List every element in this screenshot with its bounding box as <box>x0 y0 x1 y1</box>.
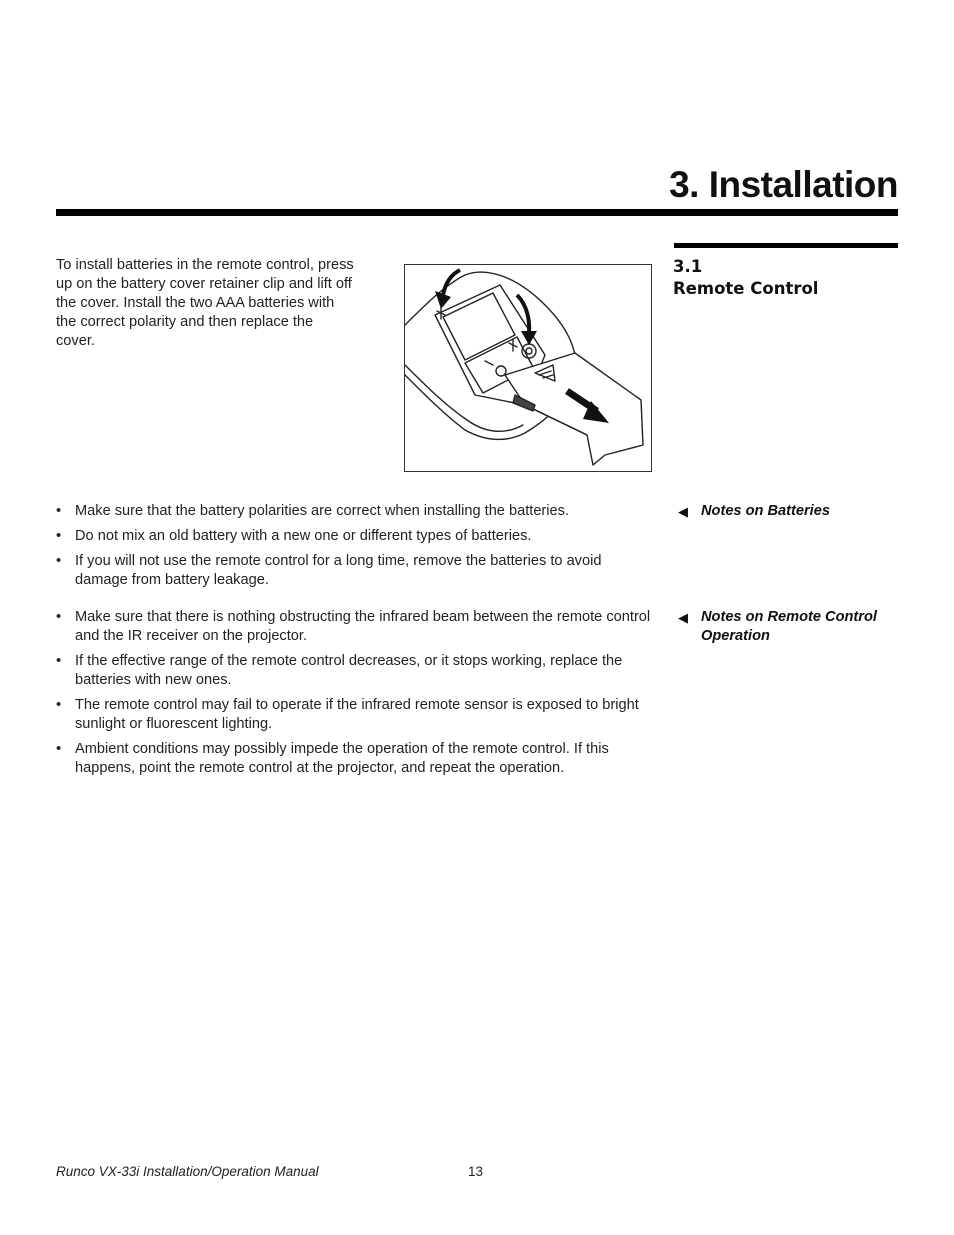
list-item-text: Ambient conditions may possibly impede the operation of the remote control. If this happens, point the remote control at the projector, and repeat the operation. <box>75 741 609 776</box>
intro-paragraph: To install batteries in the remote control, press up on the battery cover retainer clip and lift off the cover. Install the two AAA batteries with the correct polarity and then replace the cover. <box>56 257 354 349</box>
notes-batteries-list <box>56 502 656 596</box>
notes-operation-list <box>56 608 656 784</box>
bullet: • <box>56 697 62 713</box>
list-item <box>56 740 656 778</box>
bullet: • <box>56 741 62 757</box>
side-heading-label: Notes on Remote Control Operation <box>701 609 877 644</box>
chapter-rule <box>56 209 898 216</box>
bullet: • <box>56 653 62 669</box>
list-item-text: Do not mix an old battery with a new one or different types of batteries. <box>75 528 532 544</box>
notes-operation-heading <box>678 608 898 646</box>
footer-manual-title: Runco VX-33i Installation/Operation Manual <box>56 1164 319 1179</box>
list-item-text: Make sure that the battery polarities are correct when installing the batteries. <box>75 503 570 519</box>
section-number: 3.1 <box>673 257 703 276</box>
chapter-title: 3. Installation <box>669 164 898 205</box>
section-rule <box>674 243 898 248</box>
list-item <box>56 552 656 590</box>
remote-battery-illustration <box>404 264 652 472</box>
side-heading-label: Notes on Batteries <box>701 503 830 519</box>
bullet: • <box>56 609 62 625</box>
bullet: • <box>56 528 62 544</box>
notes-batteries-heading <box>678 502 898 521</box>
list-item <box>56 608 656 646</box>
section-heading <box>673 256 898 300</box>
section-title: Remote Control <box>673 279 819 298</box>
arrow-left-icon: ◀ <box>678 504 688 519</box>
footer-page-number: 13 <box>468 1164 484 1179</box>
list-item-text: If you will not use the remote control for a long time, remove the batteries to avoid damage from battery leakage. <box>75 553 602 588</box>
list-item <box>56 502 656 521</box>
bullet: • <box>56 503 62 519</box>
arrow-left-icon: ◀ <box>678 610 688 625</box>
list-item <box>56 696 656 734</box>
list-item-text: The remote control may fail to operate if the infrared remote sensor is exposed to bright sunlight or fluorescent lighting. <box>75 697 639 732</box>
list-item-text: Make sure that there is nothing obstructing the infrared beam between the remote control and the IR receiver on the projector. <box>75 609 651 644</box>
list-item-text: If the effective range of the remote control decreases, or it stops working, replace the batteries with new ones. <box>75 653 623 688</box>
remote-battery-icon <box>405 265 651 471</box>
bullet: • <box>56 553 62 569</box>
list-item <box>56 652 656 690</box>
list-item <box>56 527 656 546</box>
